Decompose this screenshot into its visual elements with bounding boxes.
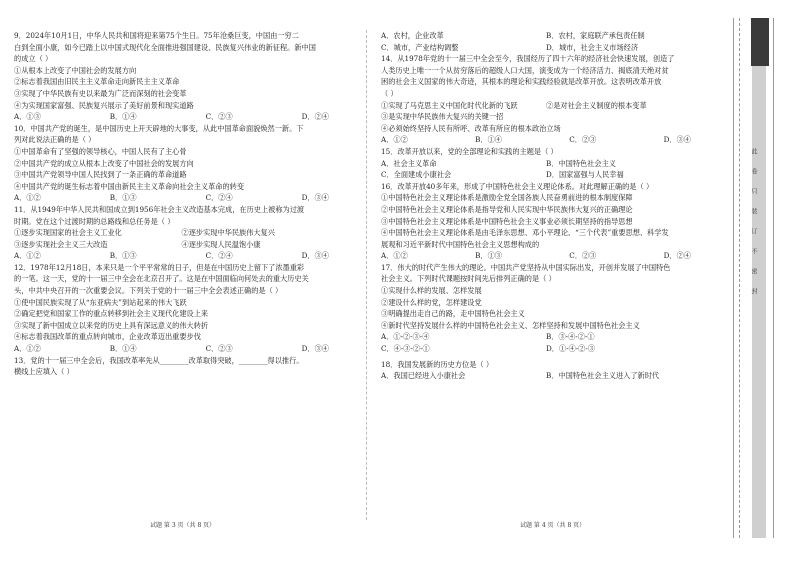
- option: C．②④: [205, 251, 233, 261]
- margin-line-right: [773, 18, 774, 538]
- q13-options: [381, 30, 711, 42]
- option: A．农村，企业改革: [381, 31, 444, 40]
- q14-statements: [381, 100, 711, 112]
- option: B．③-④-②-①: [546, 332, 595, 342]
- option: D．③④: [301, 344, 329, 354]
- q9-stem: 白到全面小康，如今已踏上以中国式现代化全面推进强国建设、民族复兴伟业的新征程。新中国: [14, 42, 316, 52]
- option: D．①-④-②-③: [546, 344, 595, 354]
- q17-statement: ④新时代坚持发展什么样的中国特色社会主义、怎样坚持和发展中国特色社会主义: [381, 320, 640, 330]
- statement: ②是对社会主义制度的根本变革: [546, 100, 647, 110]
- q9-stem: 9．2024年10月1日，中华人民共和国将迎来第75个生日。75年沧桑巨变，中国由一穷二: [14, 31, 299, 40]
- option: B．中国特色社会主义: [546, 158, 616, 168]
- q9-statement: ③实现了中华民族有史以来最为广泛而深刻的社会变革: [14, 88, 187, 98]
- statement: ③逐步实现社会主义三大改造: [14, 239, 108, 249]
- q15-stem: 15．改革开放以来，党的全部理论和实践的主题是（ ）: [381, 146, 558, 156]
- q16-statement: ③中国特色社会主义理论体系是中国特色社会主义事业必须长期坚持的指导思想: [381, 216, 633, 226]
- q10-statement: ③中国共产党领导中国人民找到了一条正确的革命道路: [14, 170, 187, 180]
- option: A．①②: [14, 344, 41, 354]
- option: D．③④: [301, 251, 329, 261]
- q14-stem: 人类历史上唯一一个从贫穷落后的超级人口大国，演变成为一个经济活力、揭底清天绝对贫: [381, 65, 669, 75]
- option: D．③④: [663, 135, 691, 145]
- q17-statement: ①实现什么样的发展、怎样发展: [381, 286, 482, 296]
- left-column: [14, 30, 349, 378]
- q14-statement: ③是实现中华民族伟大复兴的关键一招: [381, 112, 504, 122]
- q12-stem: 的一笔。这一天，党的十一届三中全会在北京召开了。这是在中国面临向何处去的重大历史关: [14, 274, 309, 284]
- statement: ②逐步实现中华民族伟大复兴: [181, 228, 275, 238]
- q11-options: [14, 250, 349, 262]
- q9-statement: ④为实现国家富强、民族复兴展示了美好前景和现实道路: [14, 100, 194, 110]
- option: C．②③: [205, 344, 233, 354]
- q16-statement: ②中国特色社会主义理论体系是指导党和人民实现中华民族伟大复兴的正确理论: [381, 204, 633, 214]
- margin-dash-line: [739, 18, 740, 538]
- q9-options: [14, 111, 349, 123]
- option: B．农村，家庭联产承包责任制: [546, 31, 645, 40]
- right-column: [381, 30, 711, 382]
- option: C．②④: [205, 193, 233, 203]
- option: B．①③: [475, 251, 502, 261]
- q9-statement: ①从根本上改变了中国社会的发展方向: [14, 65, 137, 75]
- margin-top-block: [751, 18, 769, 66]
- q16-options: [381, 250, 711, 262]
- option: C．②③: [205, 112, 233, 122]
- q10-statement: ①中国革命有了坚强的领导核心，中国人民有了主心骨: [14, 146, 187, 156]
- option: B．①③: [109, 251, 137, 261]
- q17-options: [381, 343, 711, 355]
- option: D．③④: [301, 193, 329, 203]
- statement: ④逐步实现人民温饱小康: [181, 239, 261, 249]
- q18-stem: 18．我国发展新的历史方位是（ ）: [381, 359, 494, 369]
- q10-stem: 列对此说法正确的是（ ）: [14, 135, 96, 145]
- q16-statement: ①中国特色社会主义理论体系是激励全党全国各族人民奋勇前进的根本制度保障: [381, 193, 633, 203]
- q17-stem: 社会主义。下列时代课题按时间先后排列正确的是（ ）: [381, 274, 556, 284]
- q12-stem: 12．1978年12月18日，本来只是一个平平常常的日子，但是在中国历史上留下了浓墨重彩: [14, 262, 305, 272]
- option: D．②④: [663, 251, 691, 261]
- option: A．我国已经进入小康社会: [381, 371, 466, 381]
- q16-statement: 展观和习近平新时代中国特色社会主义思想构成的: [381, 239, 540, 249]
- q12-statement: ①使中国民族实现了从“东亚病夫”到站起来的伟大飞跃: [14, 297, 187, 307]
- option: A．社会主义革命: [381, 158, 437, 168]
- option: B．①③: [109, 193, 137, 203]
- option: B．中国特色社会主义进入了新时代: [546, 371, 660, 381]
- q11-stem: 时期。党在这个过渡时期的总路线和总任务是（ ）: [14, 216, 175, 226]
- page-footer-right: 试题 第 4 页（共 8 页）: [520, 522, 586, 529]
- option: A．①②: [381, 251, 408, 261]
- q10-statement: ②中国共产党的成立从根本上改变了中国社会的发展方向: [14, 158, 194, 168]
- statement: ①实现了马克思主义中国化时代化新的飞跃: [381, 100, 518, 110]
- q15-options: [381, 169, 711, 181]
- option: A．①③: [14, 112, 41, 122]
- option: C．②③: [569, 135, 597, 145]
- q11-statements: [14, 227, 349, 239]
- q10-statement: ④中国共产党的诞生标志着中国由新民主主义革命向社会主义革命的转变: [14, 181, 245, 191]
- q11-statements: [14, 239, 349, 251]
- option: A．①②: [14, 193, 41, 203]
- option: A．①②: [381, 135, 408, 145]
- option: A．①②: [14, 251, 41, 261]
- q9-stem: 的成立（ ）: [14, 54, 53, 64]
- q14-stem: （ ）: [381, 88, 398, 98]
- option: B．①④: [109, 112, 137, 122]
- margin-line: [733, 18, 734, 538]
- q17-options: [381, 331, 711, 343]
- q12-stem: 头，中共中央召开的一次重要会议。下列关于党的十一届三中全会表述正确的是（ ）: [14, 286, 283, 296]
- q13-options: [381, 42, 711, 54]
- q18-options: [381, 370, 711, 382]
- option: A．①-②-③-④: [381, 332, 430, 342]
- q14-options: [381, 134, 711, 146]
- q12-statement: ④标志着我国改革的重点转向城市，企业改革迈出重要步伐: [14, 332, 201, 342]
- q14-stem: 困的社会主义国家的伟大奇迹，其根本的理论和实践经验就是改革开放。这表明改革开放: [381, 77, 662, 87]
- q14-statement: ④必须始终坚持人民有所呼、改革有所应的根本政治立场: [381, 123, 561, 133]
- column-divider: [366, 30, 367, 520]
- option: C．全面建成小康社会: [381, 170, 452, 180]
- option: C．城市，产业结构调整: [381, 42, 459, 52]
- page-footer-left: 试题 第 3 页（共 8 页）: [150, 522, 216, 529]
- q17-statement: ②建设什么样的党，怎样建设党: [381, 297, 482, 307]
- q12-statement: ③实现了新中国成立以来党的历史上具有深远意义的伟大转折: [14, 320, 209, 330]
- q16-stem: 16．改革开放40多年来，形成了中国特色社会主义理论体系。对此理解正确的是（ ）: [381, 181, 654, 191]
- q13-stem: 横线上应填入（ ）: [14, 367, 74, 377]
- q14-stem: 14．从1978年党的十一届三中全会至今，我国经历了四十六年的经济社会快速发展，创造了: [381, 54, 675, 64]
- option: D．城市，社会主义市场经济: [546, 42, 639, 52]
- q11-stem: 11．从1949年中华人民共和国成立到1956年社会主义改造基本完成，在历史上被称为过渡: [14, 204, 305, 214]
- q10-stem: 10．中国共产党的诞生，是中国历史上开天辟地的大事变，从此中国革命面貌焕然一新。下: [14, 123, 304, 133]
- q16-statement: ④中国特色社会主义理论体系是由毛泽东思想、邓小平理论、“三个代表”重要思想、科学发: [381, 228, 669, 238]
- option: C．④-③-②-①: [381, 344, 430, 354]
- q17-stem: 17．伟大的时代产生伟大的理论。中国共产党坚持从中国实际出发，开创并发展了中国特色: [381, 262, 671, 272]
- q15-options: [381, 158, 711, 170]
- q10-options: [14, 192, 349, 204]
- q9-statement: ②标志着我国由旧民主主义革命走向新民主主义革命: [14, 77, 180, 87]
- option: D．国家富强与人民幸福: [546, 170, 624, 180]
- binding-notice: 此卷只装订不密封: [750, 148, 757, 308]
- statement: ①逐步实现国家的社会主义工业化: [14, 228, 122, 238]
- binding-margin: [725, 18, 787, 538]
- option: D．②④: [301, 112, 329, 122]
- q13-stem: 13．党的十一届三中全会后，我国改革率先从________改革取得突破，________得以推行。: [14, 355, 304, 365]
- q17-statement: ③明确提出走自己的路，走中国特色社会主义: [381, 309, 525, 319]
- q12-statement: ②确定把党和国家工作的重点转移到社会主义现代化建设上来: [14, 309, 209, 319]
- q12-options: [14, 343, 349, 355]
- option: C．②③: [569, 251, 597, 261]
- option: B．①④: [109, 344, 137, 354]
- option: B．①④: [475, 135, 502, 145]
